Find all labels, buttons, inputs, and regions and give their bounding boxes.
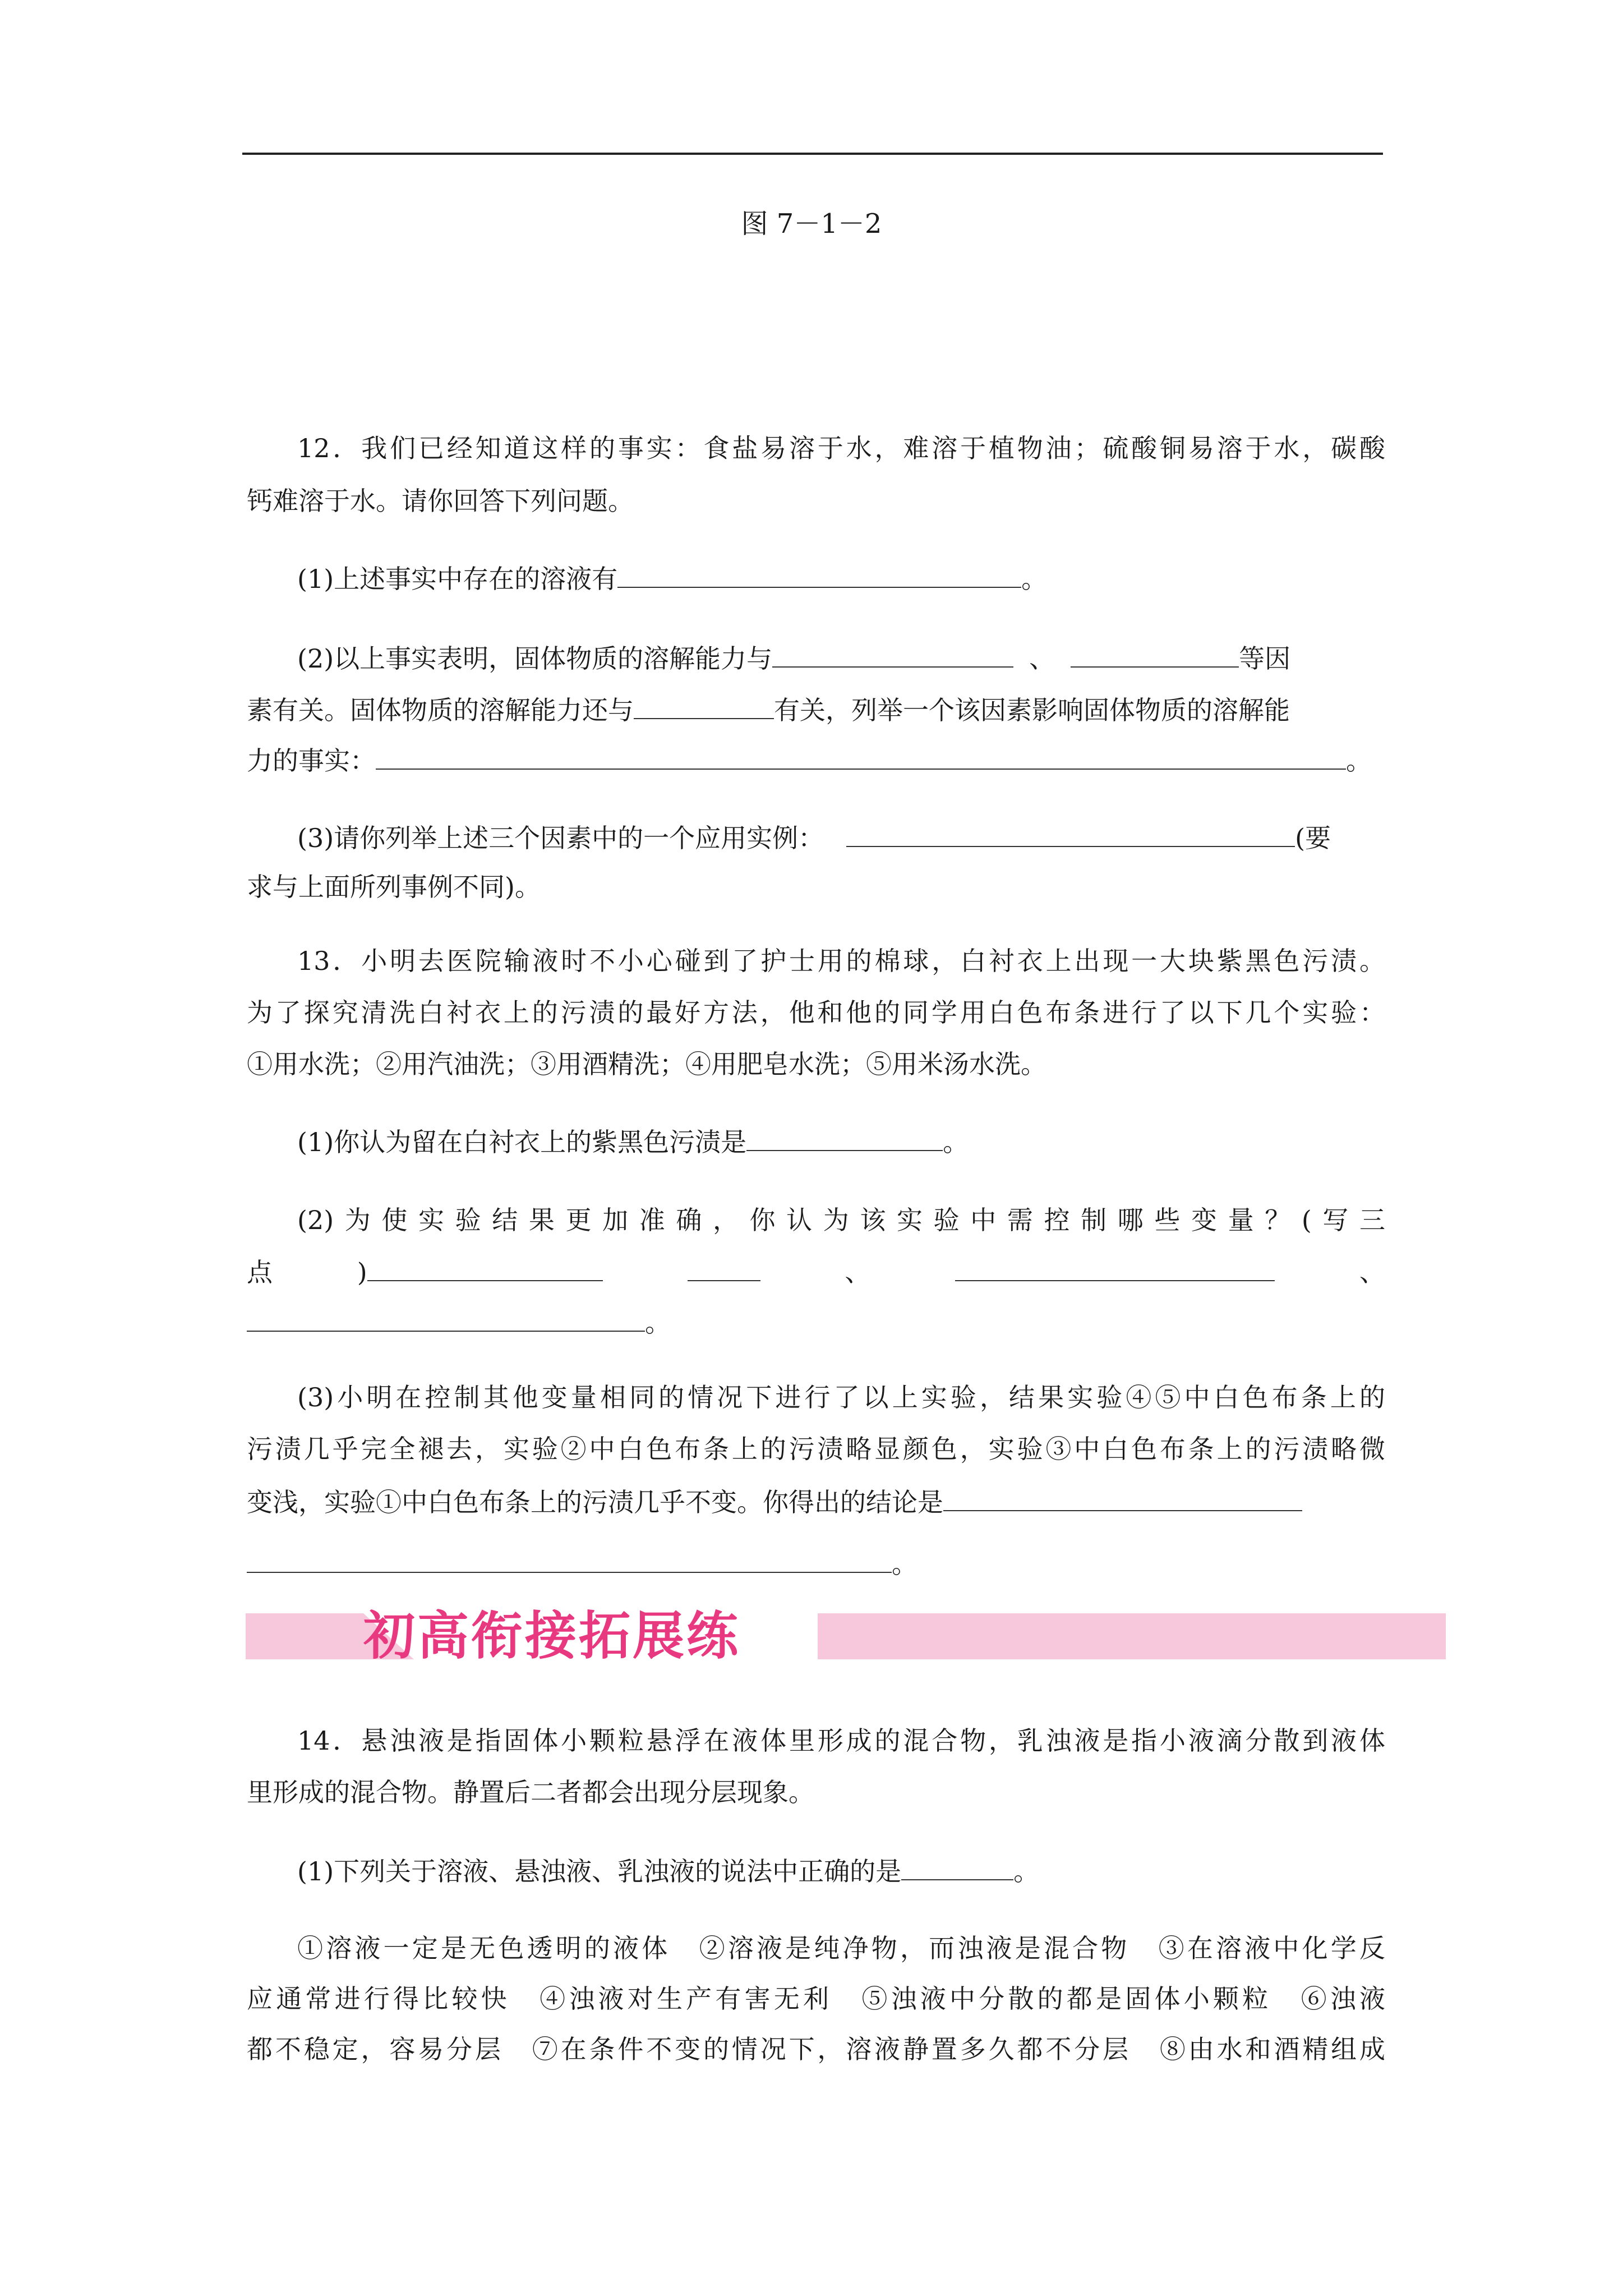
q13-part3-line2: 污渍几乎完全褪去，实验②中白色布条上的污渍略显颜色，实验③中白色布条上的污渍略微 [247,1434,1385,1464]
q14-options-line3: 都不稳定，容易分层 ⑦在条件不变的情况下，溶液静置多久都不分层 ⑧由水和酒精组成 [247,2034,1385,2064]
q14-stem-line2: 里形成的混合物。静置后二者都会出现分层现象。 [247,1777,814,1807]
q12-stem-line2: 钙难溶于水。请你回答下列问题。 [247,486,634,516]
q13-answer-blank-2c[interactable] [955,1252,1275,1281]
q13-part3-line3 [247,1482,1385,1521]
q13-part1 [297,1122,1385,1161]
q14-part1 [297,1851,1385,1890]
q12-part2-line1 [297,638,1385,677]
q13-part2-line3 [247,1303,1385,1341]
q12-answer-blank-2a[interactable] [772,638,1013,668]
q14-options-line1: ①溶液一定是无色透明的液体 ②溶液是纯净物，而浊液是混合物 ③在溶液中化学反 [297,1933,1385,1963]
q13-part2-separator-2: 、 [1359,1257,1385,1287]
q12-part1-text: (1)上述事实中存在的溶液有 [297,564,618,594]
q13-part2-line2 [247,1252,1385,1291]
q12-part2-text-c: 素有关。固体物质的溶解能力还与 [247,695,634,725]
q13-part2-paren: ) [357,1257,367,1287]
q13-stem-line1: 13．小明去医院输液时不小心碰到了护士用的棉球，白衬衣上出现一大块紫黑色污渍。 [297,946,1385,976]
q12-part2-separator: 、 [1029,643,1055,674]
q12-part2-line3 [247,740,1385,779]
q12-part3-line2: 求与上面所列事例不同)。 [247,872,541,902]
q13-answer-blank-3a[interactable] [943,1482,1302,1511]
q12-stem-line1: 12．我们已经知道这样的事实：食盐易溶于水，难溶于植物油；硫酸铜易溶于水，碳酸 [297,433,1385,463]
q12-answer-blank-2c[interactable] [634,690,774,719]
q12-part2-text-a: (2)以上事实表明，固体物质的溶解能力与 [297,643,773,674]
q13-stem-line2: 为了探究清洗白衬衣上的污渍的最好方法，他和他的同学用白色布条进行了以下几个实验： [247,997,1385,1028]
q13-part3-line1: (3)小明在控制其他变量相同的情况下进行了以上实验，结果实验④⑤中白色布条上的 [297,1382,1385,1412]
q12-answer-blank-2b[interactable] [1071,638,1239,668]
q12-part3-text-a: (3)请你列举上述三个因素中的一个应用实例： [297,823,824,853]
q13-answer-blank-3b[interactable] [247,1544,892,1573]
q12-part3-text-b: (要 [1295,823,1331,853]
q12-part3-line1 [297,818,1385,857]
q13-answer-blank-1[interactable] [746,1122,943,1151]
q13-part2-line1: (2)为使实验结果更加准确，你认为该实验中需控制哪些变量？(写三 [297,1205,1385,1235]
q12-part1-end: 。 [1021,564,1048,594]
q12-part1 [297,559,1385,597]
q14-options-line2: 应通常进行得比较快 ④浊液对生产有害无利 ⑤浊液中分散的都是固体小颗粒 ⑥浊液 [247,1984,1385,2014]
q12-part2-text-b: 等因 [1239,643,1291,674]
q12-answer-blank-3[interactable] [846,818,1295,847]
q12-part2-end: 。 [1346,746,1372,776]
q14-part1-text: (1)下列关于溶液、悬浊液、乳浊液的说法中正确的是 [297,1856,902,1887]
section-banner [246,1603,1446,1669]
q12-part2-text-d: 有关，列举一个该因素影响固体物质的溶解能 [774,695,1290,725]
q13-part2-text-a: 点 [247,1257,273,1287]
figure-caption: 图 7－1－2 [741,208,882,240]
q13-part3-end: 。 [892,1549,917,1579]
q13-stem-line3: ①用水洗；②用汽油洗；③用酒精洗；④用肥皂水洗；⑤用米汤水洗。 [247,1049,1046,1079]
q13-part1-end: 。 [943,1127,969,1157]
q14-stem-line1: 14．悬浊液是指固体小颗粒悬浮在液体里形成的混合物，乳浊液是指小液滴分散到液体 [297,1726,1385,1756]
q12-part2-line2 [247,690,1385,729]
q12-part2-text-e: 力的事实： [247,746,376,776]
q13-part3-text: 变浅，实验①中白色布条上的污渍几乎不变。你得出的结论是 [247,1487,943,1517]
q14-part1-end: 。 [1013,1856,1040,1887]
q13-part2-end: 。 [645,1308,671,1338]
top-rule [242,153,1383,155]
section-banner-title: 初高衔接拓展练 [363,1606,741,1666]
q13-answer-blank-2b[interactable] [688,1252,760,1281]
q13-part2-separator-1: 、 [845,1257,871,1287]
q12-answer-blank-2d[interactable] [376,740,1346,770]
banner-stripe-right [818,1613,1446,1659]
q12-answer-blank-1[interactable] [617,559,1021,588]
q13-part1-text: (1)你认为留在白衬衣上的紫黑色污渍是 [297,1127,747,1157]
q13-answer-blank-2d[interactable] [247,1303,645,1332]
q13-answer-blank-2a[interactable] [367,1252,603,1281]
q14-answer-blank-1[interactable] [901,1851,1013,1880]
q13-part3-line4 [247,1544,1385,1582]
